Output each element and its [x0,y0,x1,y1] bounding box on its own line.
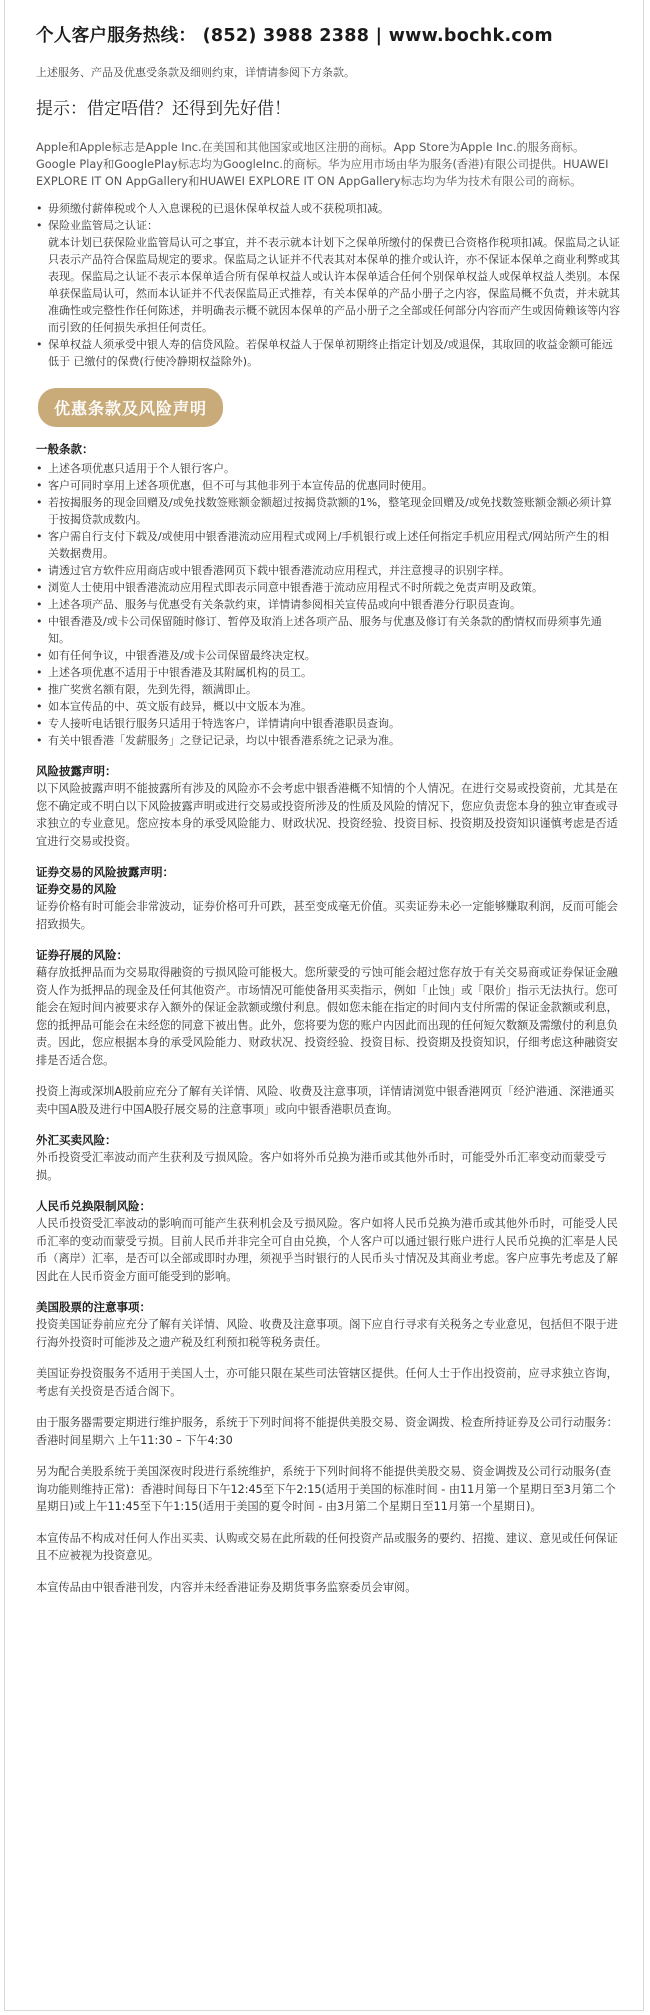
rmb-risk-title: 人民币兑换限制风险： [36,1199,151,1213]
list-item: • 浏览人士使用中银香港流动应用程式即表示同意中银香港于流动应用程式不时所载之免责声明及政策。 [36,579,620,596]
us-stock-body-4: 另为配合美股系统于美国深夜时段进行系统维护，系统于下列时间将不能提供美股交易、资金调拨及公司行动服务(查询功能则维持正常)：香港时间每日下午12:45至下午2:15(适用于美国的标准时间 - 由11月第一个星期日至3月第二个星期日)或上午11:45至下午1:15(适用于美国的夏令时间 - 由3月第二个星期日至11月第一个星期日)。 [36,1465,616,1513]
us-stock-body-3: 由于服务器需要定期进行维护服务，系统于下列时间将不能提供美股交易、资金调拨、检查所持证券及公司行动服务：香港时间星期六 上午11:30 – 下午4:30 [36,1416,618,1447]
list-item: • 上述各项优惠只适用于个人银行客户。 [36,460,620,477]
list-item: • 推广奖赏名额有限，先到先得，额满即止。 [36,681,620,698]
list-item: • 如本宣传品的中、英文版有歧异，概以中文版本为准。 [36,698,620,715]
list-item [36,217,620,336]
risk-disclosure-title: 风险披露声明： [36,764,117,778]
list-item: • 请透过官方软件应用商店或中银香港网页下载中银香港流动应用程式，并注意搜寻的识别字样。 [36,562,620,579]
us-stock-body-1: 投资美国证券前应充分了解有关详情、风险、收费及注意事项。阁下应自行寻求有关税务之专业意见，包括但不限于进行海外投资时可能涉及之遗产税及红利预扣税等税务责任。 [36,1318,618,1349]
list-item: • 中银香港及/或卡公司保留随时修订、暂停及取消上述各项产品、服务与优惠及修订有关条款的酌情权而毋须事先通知。 [36,613,620,647]
list-item: • 客户可同时享用上述各项优惠，但不可与其他非列于本宣传品的优惠同时使用。 [36,477,620,494]
fx-risk-title: 外汇买卖风险： [36,1133,117,1147]
terms-note: 上述服务、产品及优惠受条款及细则约束，详情请参阅下方条款。 [36,66,355,79]
list-item: • 保单权益人须承受中银人寿的信贷风险。若保单权益人于保单初期终止指定计划及/或退保，其取回的收益金额可能远低于 已缴付的保费(行使冷静期权益除外)。 [36,336,620,370]
terms-section-pill: 优惠条款及风险声明 [38,388,223,427]
list-item: • 上述各项产品、服务与优惠受有关条款约束，详情请参阅相关宣传品或向中银香港分行职员查询。 [36,596,620,613]
securities-risk-body: 证券价格有时可能会非常波动，证券价格可升可跌，甚至变成毫无价值。买卖证券未必一定能够赚取利润，反而可能会招致损失。 [36,900,618,931]
tip-banner: 提示：借定唔借？还得到先好借！ [36,99,291,119]
insurance-cert-body: 就本计划已获保险业监管局认可之事宜，并不表示就本计划下之保单所缴付的保费已合资格作税项扣减。保监局之认证只表示产品符合保监局规定的要求。保监局之认证并不代表其对本保单的推介或认许，亦不保证本保单之商业利弊或其表现。保监局之认证不表示本保单适合所有保单权益人或认许本保单适合任何个别保单权益人或保单权益人类别。本保单获保监局认可，然而本认证并不代表保监局正式推荐，有关本保单的产品小册子之内容，保监局概不负责，并未就其准确性或完整性作任何陈述，并明确表示概不就因本保单的产品小册子之全部或任何部分内容而产生或因倚赖该等内容而引致的任何损失承担任何责任。 [48,236,620,334]
issuer-statement: 本宣传品由中银香港刊发，内容并未经香港证券及期货事务监察委员会审阅。 [36,1580,417,1594]
margin-risk-title: 证券孖展的风险： [36,948,128,962]
list-item: • 如有任何争议，中银香港及/或卡公司保留最终决定权。 [36,647,620,664]
china-a-share-note: 投资上海或深圳A股前应充分了解有关详情、风险、收费及注意事项，详情请浏览中银香港网页「经沪港通、深港通买卖中国A股及进行中国A股孖展交易的注意事项」或向中银香港职员查询。 [36,1085,615,1116]
list-item: • 有关中银香港「发薪服务」之登记记录，均以中银香港系统之记录为准。 [36,732,620,749]
us-stock-title: 美国股票的注意事项： [36,1300,151,1314]
margin-risk-body: 藉存放抵押品而为交易取得融资的亏损风险可能极大。您所蒙受的亏蚀可能会超过您存放于有关交易商或证券保证金融资人作为抵押品的现金及任何其他资产。市场情况可能使备用买卖指示，例如「止蚀」或「限价」指示无法执行。您可能会在短时间内被要求存入额外的保证金款额或缴付利息。假如您未能在指定的时间内支付所需的保证金款额或利息，您的抵押品可能会在未经您的同意下被出售。此外，您将要为您的账户内因此而出现的任何短欠数额及需缴付的利息负责。因此，您应根据本身的承受风险能力、财政状况、投资经验、投资目标、投资期及投资知识，仔细考虑这种融资安排是否适合您。 [36,966,618,1067]
fx-risk-body: 外币投资受汇率波动而产生获利及亏损风险。客户如将外币兑换为港币或其他外币时，可能受外币汇率变动而蒙受亏损。 [36,1151,607,1182]
securities-risk-title: 证券交易的风险披露声明： [36,865,174,879]
hotline: 个人客户服务热线： (852) 3988 2388 | www.bochk.com [36,26,553,46]
list-item: • 毋须缴付薪俸税或个人入息课税的已退休保单权益人或不获税项扣减。 [36,200,620,217]
general-terms-list [36,460,620,749]
us-stock-body-2: 美国证券投资服务不适用于美国人士，亦可能只限在某些司法管辖区提供。任何人士于作出投资前，应寻求独立咨询，考虑有关投资是否适合阁下。 [36,1367,618,1398]
list-item: • 专人接听电话银行服务只适用于特选客户，详情请向中银香港职员查询。 [36,715,620,732]
insurance-list [36,200,620,370]
document-content [36,0,620,1596]
rmb-risk-body: 人民币投资受汇率波动的影响而可能产生获利机会及亏损风险。客户如将人民币兑换为港币或其他外币时，可能受人民币汇率的变动而蒙受亏损。目前人民币并非完全可自由兑换，个人客户可以通过银行账户进行人民币兑换的汇率是人民币（离岸）汇率，是否可以全部或即时办理，须视乎当时银行的人民币头寸情况及其商业考虑。客户应事先考虑及了解因此在人民币资金方面可能受到的影响。 [36,1217,618,1283]
insurance-cert-title: 保险业监管局之认证： [48,219,158,232]
securities-risk-subtitle: 证券交易的风险 [36,882,117,896]
investment-disclaimer: 本宣传品不构成对任何人作出买卖、认购或交易在此所载的任何投资产品或服务的要约、招揽、建议、意见或任何保证且不应被视为投资意见。 [36,1531,618,1562]
trademark-notice: Apple和Apple标志是Apple Inc.在美国和其他国家或地区注册的商标。App Store为Apple Inc.的服务商标。Google Play和GooglePlay标志均为GoogleInc.的商标。华为应用市场由华为服务(香港)有限公司提供。HUAWEI EXPLORE IT ON AppGallery和HUAWEI EXPLORE IT ON AppGallery标志均为华为技术有限公司的商标。 [36,141,609,188]
list-item: • 若按揭服务的现金回赠及/或免找数签账额金额超过按揭贷款额的1%，整笔现金回赠及/或免找数签账额金额必须计算于按揭贷款成数内。 [36,494,620,528]
risk-disclosure-body: 以下风险披露声明不能披露所有涉及的风险亦不会考虑中银香港概不知情的个人情况。在进行交易或投资前，尤其是在您不确定或不明白以下风险披露声明或进行交易或投资所涉及的性质及风险的情况下，您应负责您本身的独立审查或寻求独立的专业意见。您应按本身的承受风险能力、财政状况、投资经验、投资目标、投资期及投资知识谨慎考虑是否适宜进行交易或投资。 [36,782,618,848]
list-item: • 客户需自行支付下载及/或使用中银香港流动应用程式或网上/手机银行或上述任何指定手机应用程式/网站所产生的相关数据费用。 [36,528,620,562]
general-terms-title: 一般条款： [36,442,94,456]
list-item: • 上述各项优惠不适用于中银香港及其附属机构的员工。 [36,664,620,681]
